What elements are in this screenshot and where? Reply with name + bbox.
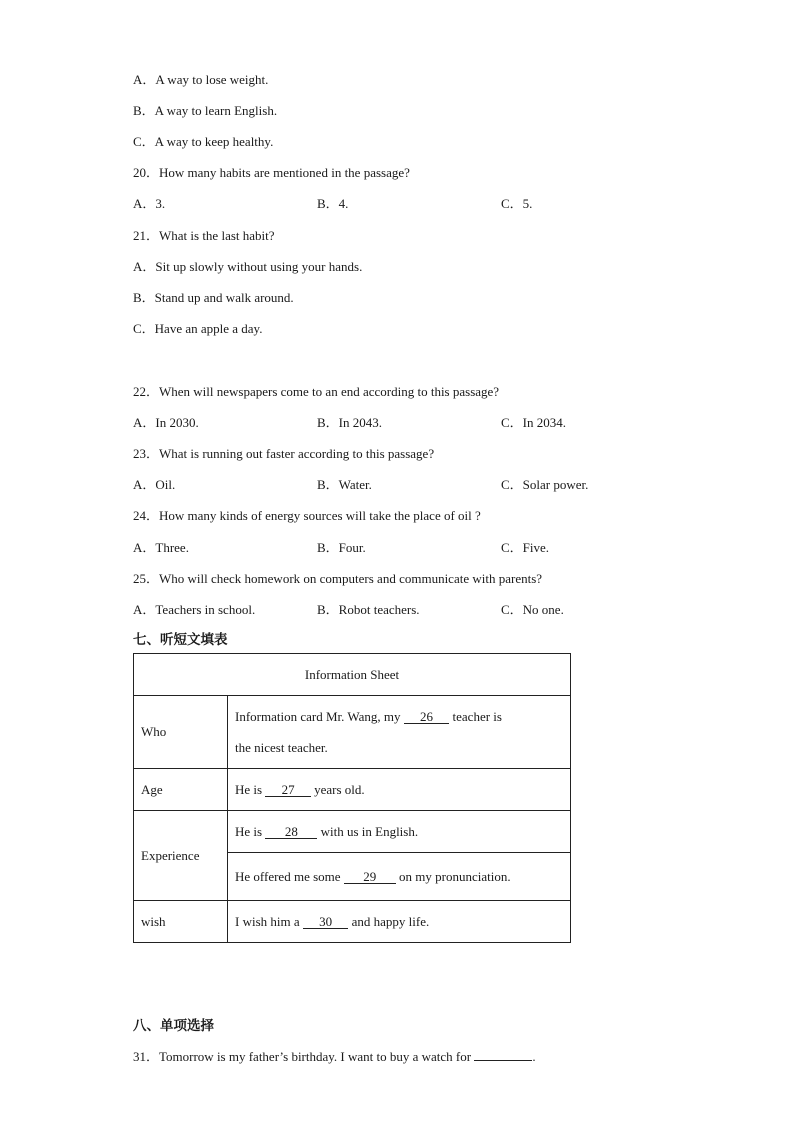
q20-stem: 20．How many habits are mentioned in the passage? [133,165,410,180]
blank-30-number: 30 [319,913,333,929]
q19-option-c: C．A way to keep healthy. [133,134,274,149]
table-row [134,901,571,943]
who-text-line2: the nicest teacher. [235,740,328,755]
exp2-text-pre: He offered me some [235,868,344,884]
cell-age [228,769,571,811]
table-row [134,811,571,853]
blank-30 [303,915,349,929]
blank-29-number: 29 [363,868,377,884]
q24-option-a: A．Three. [133,540,189,555]
q25-option-b: B．Robot teachers. [317,602,420,617]
cell-who [228,696,571,769]
blank-31 [474,1048,532,1061]
exp1-text-pre: He is [235,823,266,839]
cell-experience-1 [228,811,571,853]
cell-experience-2 [228,853,571,901]
row-label-who: Who [134,696,228,769]
q31-text-post: . [532,1049,536,1064]
age-text-post: years old. [310,781,365,797]
q19-option-b: B．A way to learn English. [133,103,278,118]
q20-option-a: A．3. [133,196,166,211]
q31-text-pre: 31．Tomorrow is my father’s birthday. I want to buy a watch for [133,1049,475,1064]
blank-28-number: 28 [284,823,298,839]
q24-option-b: B．Four. [317,540,366,555]
blank-27 [265,783,311,797]
row-label-wish: wish [134,901,228,943]
q31-stem [133,1046,536,1065]
q21-option-c: C．Have an apple a day. [133,321,263,336]
blank-27-number: 27 [281,781,295,797]
q22-option-c: C．In 2034. [501,415,567,430]
section-7-heading: 七、听短文填表 [133,632,228,648]
age-text-pre: He is [235,781,266,797]
exp2-text-post: on my pronunciation. [395,868,511,884]
row-label-experience: Experience [134,811,228,901]
who-text-post: teacher is [449,709,502,724]
q22-option-b: B．In 2043. [317,415,383,430]
q20-option-c: C．5. [501,196,533,211]
blank-28 [265,825,317,839]
q25-option-c: C．No one. [501,602,564,617]
q24-option-c: C．Five. [501,540,550,555]
section-8-heading: 八、单项选择 [133,1018,214,1034]
wish-text-post: and happy life. [348,913,430,929]
cell-wish [228,901,571,943]
q25-option-a: A．Teachers in school. [133,602,256,617]
q21-stem: 21．What is the last habit? [133,228,275,243]
table-row [134,654,571,696]
q23-option-b: B．Water. [317,477,372,492]
blank-26-number: 26 [420,709,434,724]
who-text-pre: Information card Mr. Wang, my [235,709,404,724]
table-title: Information Sheet [134,654,571,696]
q21-option-b: B．Stand up and walk around. [133,290,294,305]
q21-option-a: A．Sit up slowly without using your hands. [133,259,363,274]
table-row [134,696,571,769]
q23-stem: 23．What is running out faster according to this passage? [133,446,435,461]
row-label-age: Age [134,769,228,811]
wish-text-pre: I wish him a [235,913,303,929]
q25-stem: 25．Who will check homework on computers and communicate with parents? [133,571,543,586]
q22-option-a: A．In 2030. [133,415,199,430]
q22-stem: 22．When will newspapers come to an end according to this passage? [133,384,500,399]
q23-option-c: C．Solar power. [501,477,589,492]
q24-stem: 24．How many kinds of energy sources will take the place of oil ? [133,508,481,523]
q19-option-a: A．A way to lose weight. [133,72,269,87]
q23-option-a: A．Oil. [133,477,176,492]
information-sheet-table [133,653,571,943]
q20-option-b: B．4. [317,196,349,211]
blank-29 [344,870,396,884]
table-row [134,769,571,811]
exp1-text-post: with us in English. [317,823,419,839]
blank-26 [404,710,450,724]
